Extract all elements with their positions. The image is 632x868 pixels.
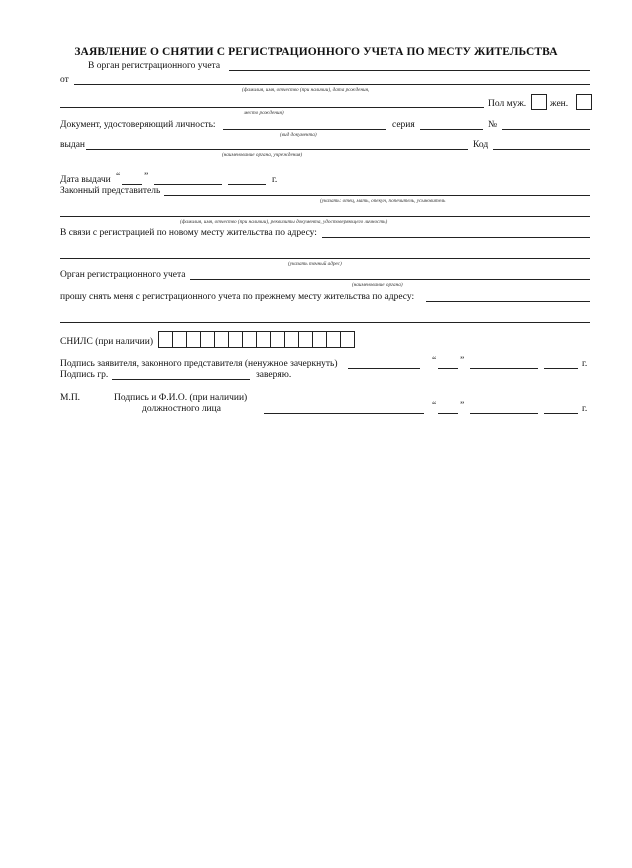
sig-date-open-quote: “ [432,356,437,366]
sig-month-field[interactable] [470,368,538,369]
issue-year-field[interactable] [228,184,266,185]
snils-cell [313,332,327,347]
request-text: прошу снять меня с регистрационного учета по прежнему месту жительства по адресу: [60,292,415,302]
number-label: № [488,120,498,130]
applicant-signature-field[interactable] [348,368,420,369]
snils-cell [187,332,201,347]
snils-cell [159,332,173,347]
hint-rep-kind: (указать: отец, мать, опекун, попечитель, усыновитель [320,198,446,204]
id-doc-label: Документ, удостоверяющий личность: [60,120,216,130]
code-field[interactable] [493,149,590,150]
series-field[interactable] [420,129,483,130]
sig-date-close-quote: ” [460,356,465,366]
legal-rep-kind-field[interactable] [164,195,590,196]
reg-authority-field[interactable] [190,279,590,280]
snils-cell [271,332,285,347]
legal-rep-label: Законный представитель [60,186,161,196]
to-authority-label: В орган регистрационного учета [88,61,221,71]
legal-rep-details-field[interactable] [60,216,590,217]
hint-name: (фамилия, имя, отчество (при наличии), дата рождения, [242,87,370,93]
snils-cell [327,332,341,347]
official-date-close-quote: ” [460,401,465,411]
sig-day-field[interactable] [438,368,458,369]
sig-year-suffix: г. [582,359,588,369]
official-signature-label: Подпись и Ф.И.О. (при наличии) [114,393,248,403]
series-label: серия [392,120,415,130]
new-address-field-2[interactable] [60,258,590,259]
reg-authority-label: Орган регистрационного учета [60,270,186,280]
old-address-field[interactable] [426,301,590,302]
sig-year-field[interactable] [544,368,578,369]
page-title: ЗАЯВЛЕНИЕ О СНЯТИИ С РЕГИСТРАЦИОННОГО УЧЕТА ПО МЕСТУ ЖИТЕЛЬСТВА [74,46,558,58]
official-year-suffix: г. [582,404,588,414]
issue-day-field[interactable] [122,184,142,185]
mp-label: М.П. [60,393,81,403]
snils-cell [173,332,187,347]
number-field[interactable] [502,129,590,130]
sex-male-checkbox[interactable] [531,94,547,110]
certify-label: заверяю. [256,370,292,380]
official-day-field[interactable] [438,413,458,414]
id-doc-type-field[interactable] [223,129,386,130]
from-label: от [60,75,69,85]
new-address-field[interactable] [322,237,590,238]
official-month-field[interactable] [470,413,538,414]
citizen-name-field[interactable] [112,379,250,380]
hint-rep-details: (фамилия, имя, отчество (при наличии), реквизиты документа, удостоверяющего личность) [180,219,388,225]
official-date-open-quote: “ [432,401,437,411]
hint-birthplace: место рождения) [244,110,284,116]
snils-cell [201,332,215,347]
hint-issuer: (наименование органа, учреждения) [222,152,303,158]
snils-cell [215,332,229,347]
hint-doc-type: (вид документа) [280,132,317,138]
issued-label: выдан [60,140,86,150]
new-address-label: В связи с регистрацией по новому месту жительства по адресу: [60,228,317,238]
snils-cell [285,332,299,347]
sex-female-label: жен. [550,99,569,109]
issue-date-close-quote: ” [144,172,149,182]
hint-authority-name: (наименование органа) [352,282,403,288]
snils-cell [299,332,313,347]
snils-cell [257,332,271,347]
sex-female-checkbox[interactable] [576,94,592,110]
issued-by-field[interactable] [86,149,468,150]
official-role-label: должностного лица [142,404,221,414]
issue-month-field[interactable] [154,184,222,185]
signature-citizen-label: Подпись гр. [60,370,109,380]
snils-input[interactable] [158,331,355,348]
sex-label: Пол муж. [488,99,527,109]
official-year-field[interactable] [544,413,578,414]
to-authority-field[interactable] [229,70,590,71]
applicant-name-field[interactable] [74,84,590,85]
snils-cell [243,332,257,347]
snils-label: СНИЛС (при наличии) [60,337,153,347]
issue-date-label: Дата выдачи [60,175,111,185]
snils-cell [229,332,243,347]
official-signature-field[interactable] [264,413,424,414]
issue-year-suffix: г. [272,175,278,185]
applicant-birth-field[interactable] [60,107,484,108]
code-label: Код [473,140,489,150]
signature-applicant-label: Подпись заявителя, законного представителя (ненужное зачеркнуть) [60,359,338,369]
issue-date-open-quote: “ [116,172,121,182]
old-address-field-2[interactable] [60,322,590,323]
hint-exact-address: (указать точный адрес) [288,261,342,267]
